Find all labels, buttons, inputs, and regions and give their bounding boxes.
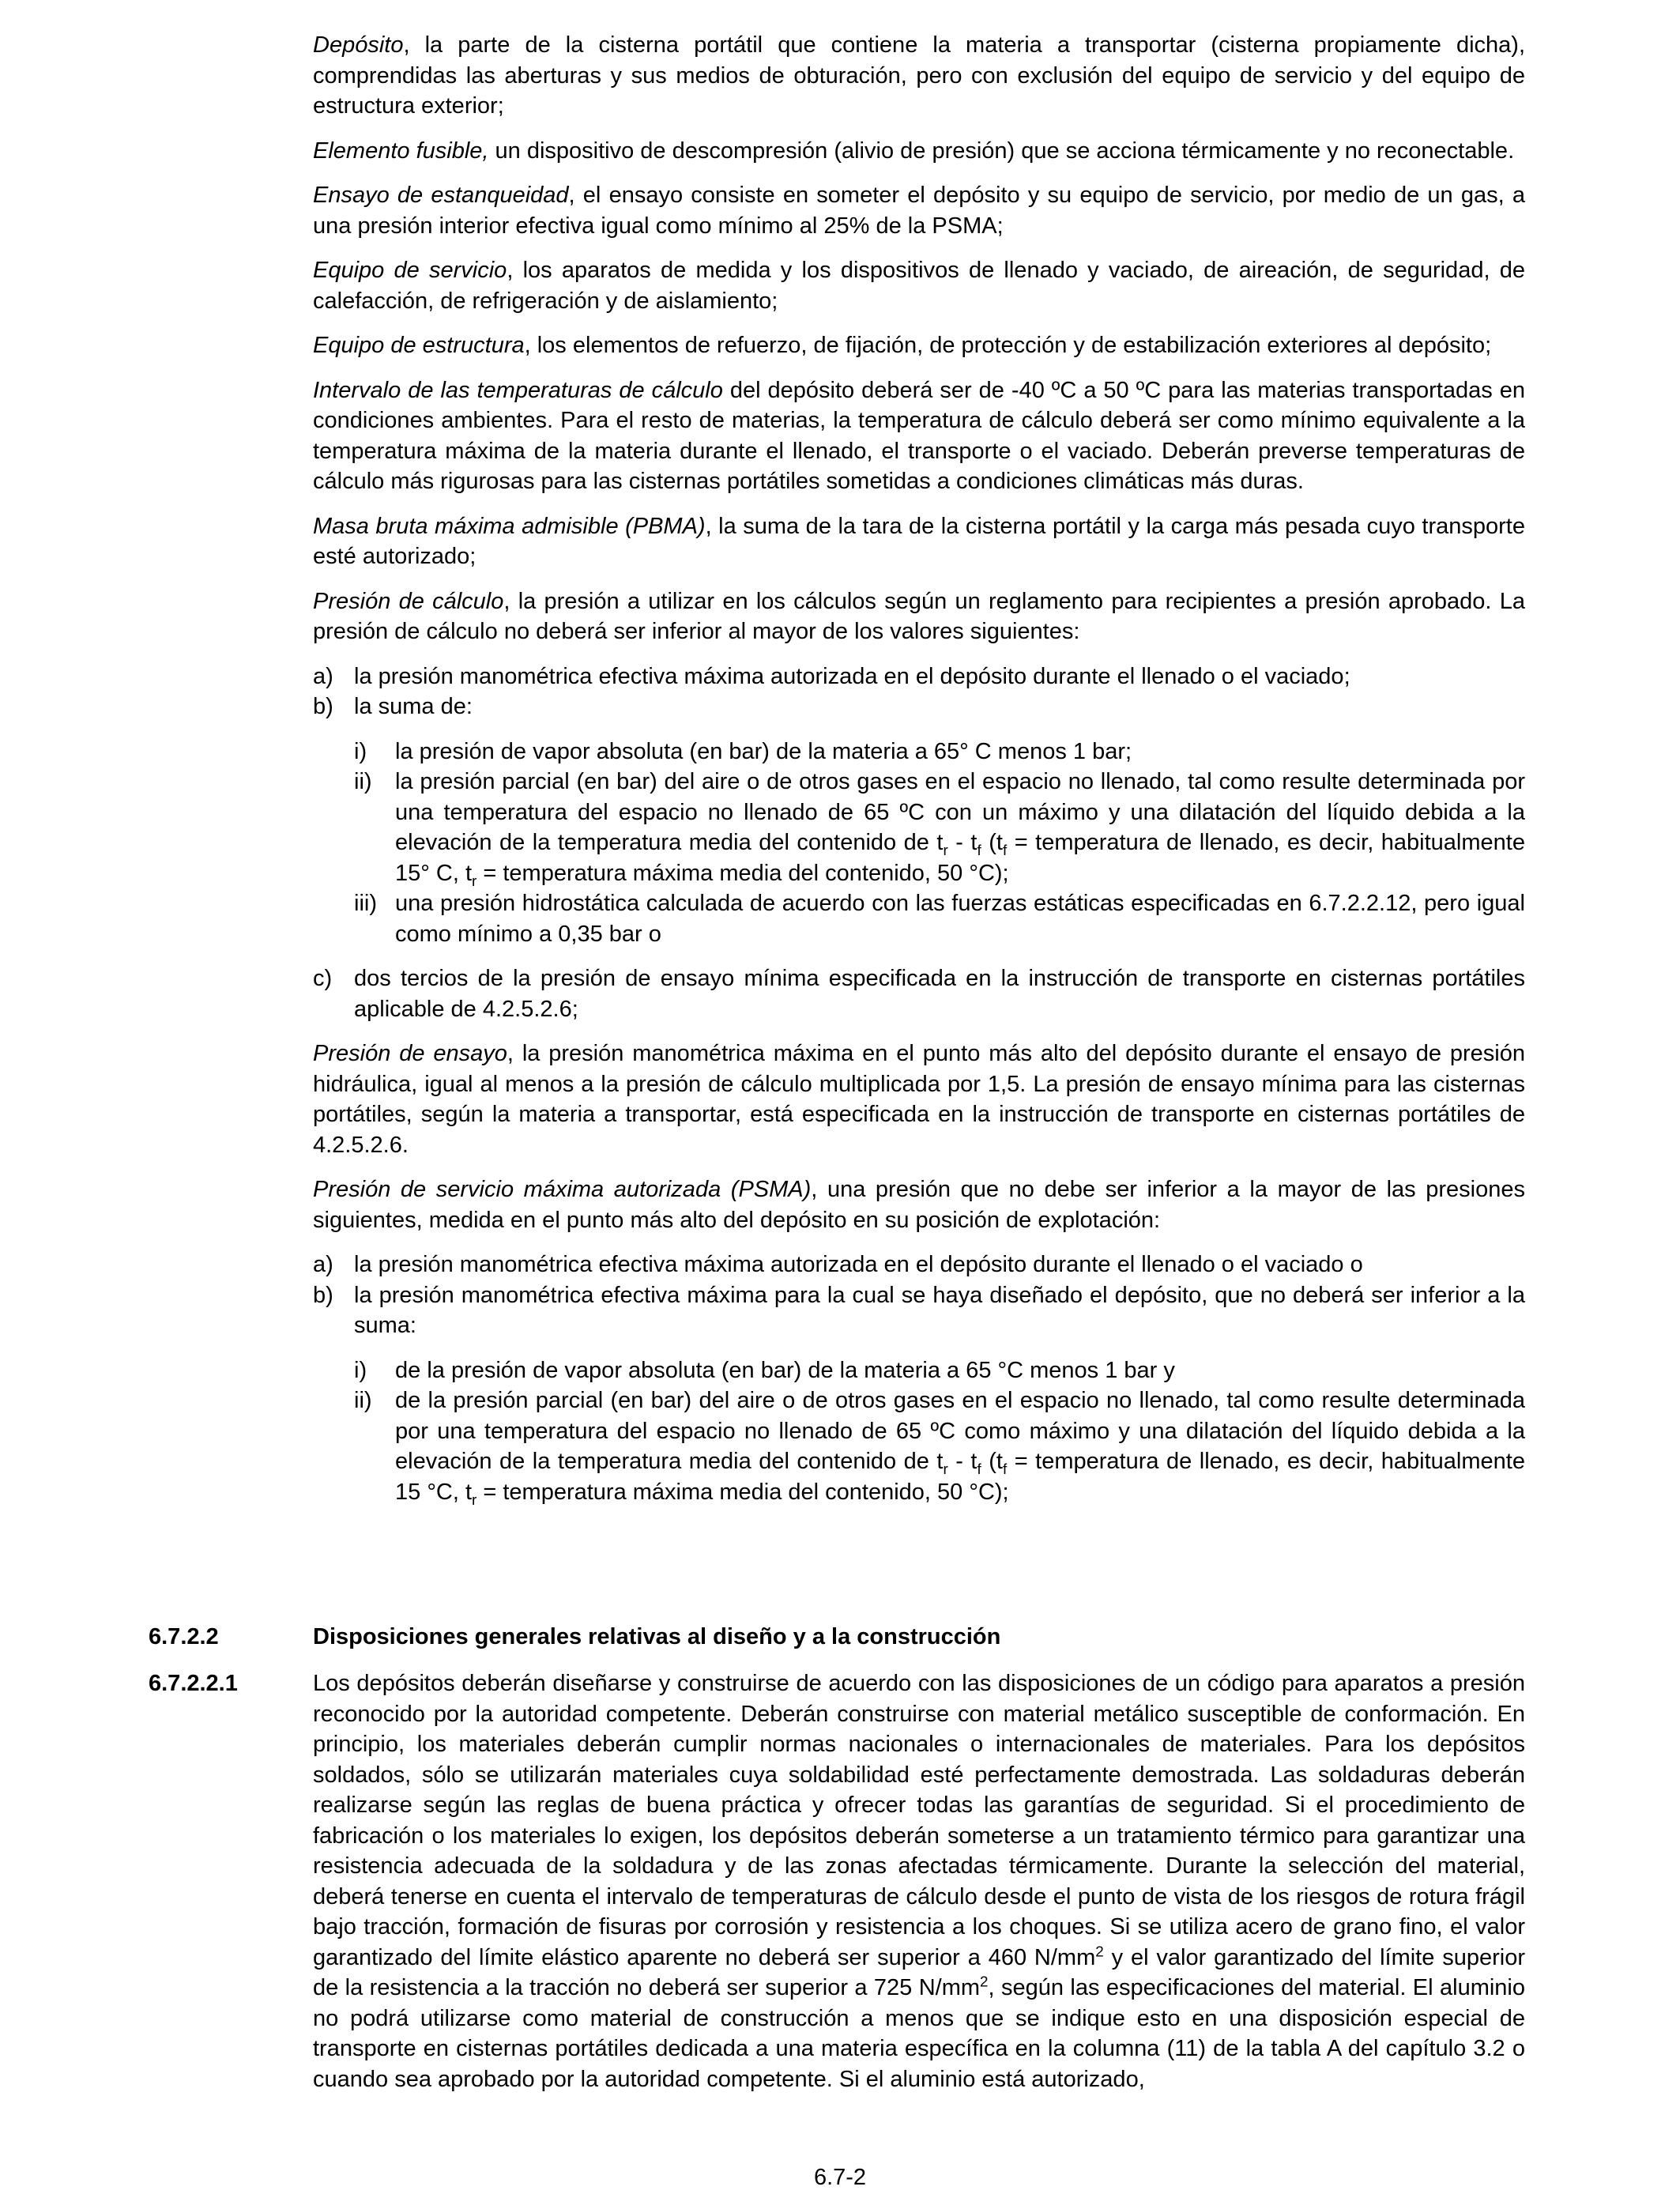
- sublist-item: [354, 737, 1525, 767]
- definition-term: Presión de ensayo: [313, 1041, 507, 1066]
- definition-text: , la suma de la tara de la cisterna portátil y la carga más pesada cuyo transporte esté autorizado;: [313, 513, 1525, 569]
- superscript: 2: [980, 1973, 989, 1990]
- sublist-item: [354, 767, 1525, 888]
- list-text: = temperatura máxima media del contenido, 50 °C);: [477, 860, 1009, 886]
- list-text: de la presión parcial (en bar) del aire o de otros gases en el espacio no llenado, tal como resulte determinada por una temperatura del espacio no llenado de 65 ºC como máximo y una dilatación del líquido debida a la elevación de la temperatura media del contenido de t: [395, 1388, 1525, 1474]
- definition-text: , la parte de la cisterna portátil que contiene la materia a transportar (cisterna propiamente dicha), comprendidas las aberturas y sus medios de obturación, pero con exclusión del equipo de servicio y del equipo de estructura exterior;: [313, 32, 1525, 119]
- subsection-6-7-2-2-1: [149, 1668, 1525, 2094]
- definition-term: Masa bruta máxima admisible (PBMA): [313, 513, 706, 539]
- list-text: de la presión de vapor absoluta (en bar) de la materia a 65 °C menos 1 bar y: [395, 1357, 1175, 1383]
- list-item: [313, 692, 1525, 722]
- list-text: = temperatura máxima media del contenido, 50 °C);: [477, 1479, 1009, 1505]
- psma-list: [313, 1250, 1525, 1507]
- list-label: ii): [354, 769, 372, 794]
- definition-psma: [313, 1174, 1525, 1235]
- definition-term: Presión de cálculo: [313, 588, 504, 614]
- definition-intervalo-temperaturas: [313, 375, 1525, 497]
- list-text: la presión de vapor absoluta (en bar) de la materia a 65° C menos 1 bar;: [395, 738, 1132, 764]
- definition-term: Depósito: [313, 32, 404, 58]
- definition-equipo-servicio: [313, 255, 1525, 316]
- sublist-item: [354, 888, 1525, 949]
- subsection-text-part: , según las especificaciones del material. El aluminio no podrá utilizarse como material de construcción a menos que se indique esto en una disposición especial de transporte en cisternas portátiles dedicada a una materia específica en la columna (11) de la tabla A del capítulo 3.2 o cuando sea aprobado por la autoridad competente. Si el aluminio está autorizado,: [313, 1975, 1526, 2092]
- calc-pressure-list: [313, 662, 1525, 1025]
- list-text: la presión manométrica efectiva máxima autorizada en el depósito durante el llenado o el vaciado;: [354, 663, 1350, 689]
- definition-text: , los aparatos de medida y los dispositivos de llenado y vaciado, de aireación, de seguridad, de calefacción, de refrigeración y de aislamiento;: [313, 258, 1525, 314]
- section-title: Disposiciones generales relativas al diseño y a la construcción: [313, 1624, 1001, 1649]
- list-text: - t: [947, 1449, 977, 1474]
- list-label: i): [354, 738, 367, 764]
- definitions-block: [313, 30, 1525, 1507]
- definition-text: del depósito deberá ser de -40 ºC a 50 ºC para las materias transportadas en condiciones ambientes. Para el resto de materias, la temperatura de cálculo deberá ser como mínimo equivalente a la temperatura máxima de la materia durante el llenado, el transporte o el vaciado. Deberán preverse temperaturas de cálculo más rigurosas para las cisternas portátiles sometidas a condiciones climáticas más duras.: [313, 377, 1525, 494]
- definition-term: Ensayo de estanqueidad: [313, 183, 569, 208]
- list-text: la presión manométrica efectiva máxima para la cual se haya diseñado el depósito, que no deberá ser inferior a la suma:: [354, 1282, 1525, 1338]
- list-label: c): [313, 966, 333, 991]
- list-item: [313, 1280, 1525, 1341]
- list-label: ii): [354, 1388, 372, 1413]
- subscript: f: [1002, 1460, 1008, 1477]
- subscript: f: [977, 1460, 981, 1477]
- definition-text: , la presión manométrica máxima en el punto más alto del depósito durante el ensayo de presión hidráulica, igual al menos a la presión de cálculo multiplicada por 1,5. La presión de ensayo mínima para las cisternas portátiles, según la materia a transportar, está especificada en la instrucción de transporte en cisternas portátiles de 4.2.5.2.6.: [313, 1041, 1525, 1158]
- list-item: [313, 1250, 1525, 1280]
- list-label: iii): [354, 891, 377, 916]
- psma-sublist: [313, 1355, 1525, 1508]
- definition-term: Equipo de servicio: [313, 258, 507, 283]
- definition-presion-calculo: [313, 586, 1525, 647]
- definition-elemento-fusible: [313, 136, 1525, 167]
- subscript: r: [472, 1491, 477, 1508]
- subscript: f: [1002, 841, 1008, 858]
- list-text: (t: [981, 1449, 1003, 1474]
- list-label: i): [354, 1357, 367, 1383]
- list-text: la presión parcial (en bar) del aire o de otros gases en el espacio no llenado, tal como resulte determinada por una temperatura del espacio no llenado de 65 ºC con un máximo y una dilatación del líquido debida a la elevación de la temperatura media del contenido de t: [395, 769, 1525, 855]
- list-text: = temperatura de llenado, es decir, habitualmente 15 °C, t: [395, 1449, 1525, 1505]
- subscript: r: [943, 1460, 948, 1477]
- list-label: a): [313, 663, 333, 689]
- definition-ensayo-estanqueidad: [313, 180, 1525, 241]
- list-text: la presión manométrica efectiva máxima autorizada en el depósito durante el llenado o el vaciado o: [354, 1252, 1363, 1277]
- list-text: - t: [947, 830, 977, 855]
- subsection-text-part: Los depósitos deberán diseñarse y construirse de acuerdo con las disposiciones de un código para aparatos a presión reconocido por la autoridad competente. Deberán construirse con material metálico susceptible de conformación. En principio, los materiales deberán cumplir normas nacionales o internacionales de materiales. Para los depósitos soldados, sólo se utilizarán materiales cuya soldabilidad esté perfectamente demostrada. Las soldaduras deberán realizarse según las reglas de buena práctica y ofrecer todas las garantías de seguridad. Si el procedimiento de fabricación o los materiales lo exigen, los depósitos deberán someterse a un tratamiento térmico para garantizar una resistencia adecuada de la soldadura y de las zonas afectadas térmicamente. Durante la selección del material, deberá tenerse en cuenta el intervalo de temperaturas de cálculo desde el punto de vista de los riesgos de rotura frágil bajo tracción, formación de fisuras por corrosión y resistencia a los choques. Si se utiliza acero de grano fino, el valor garantizado del límite elástico aparente no deberá ser superior a 460 N/mm: [313, 1671, 1525, 1970]
- definition-deposito: [313, 30, 1525, 122]
- subscript: r: [472, 872, 477, 889]
- list-text: = temperatura de llenado, es decir, habitualmente 15° C, t: [395, 830, 1525, 886]
- list-label: b): [313, 694, 333, 719]
- definition-text: , una presión que no debe ser inferior a la mayor de las presiones siguientes, medida en el punto más alto del depósito en su posición de explotación:: [313, 1177, 1525, 1233]
- sublist-item: [354, 1355, 1525, 1386]
- sublist-item: [354, 1385, 1525, 1507]
- definition-text: , los elementos de refuerzo, de fijación, de protección y de estabilización exteriores al depósito;: [524, 333, 1492, 358]
- definition-term: Elemento fusible,: [313, 138, 489, 164]
- subscript: f: [977, 841, 981, 858]
- list-text: una presión hidrostática calculada de acuerdo con las fuerzas estáticas especificadas en 6.7.2.2.12, pero igual como mínimo a 0,35 bar o: [395, 891, 1525, 947]
- definition-text: , el ensayo consiste en someter el depósito y su equipo de servicio, por medio de un gas, a una presión interior efectiva igual como mínimo al 25% de la PSMA;: [313, 183, 1526, 239]
- list-text: la suma de:: [354, 694, 473, 719]
- list-item: [313, 662, 1525, 692]
- definition-masa-bruta: [313, 511, 1525, 572]
- list-label: b): [313, 1282, 333, 1308]
- definition-text: , la presión a utilizar en los cálculos según un reglamento para recipientes a presión aprobado. La presión de cálculo no deberá ser inferior al mayor de los valores siguientes:: [313, 588, 1525, 644]
- calc-pressure-sublist: [313, 737, 1525, 950]
- page-number: 6.7-2: [813, 2165, 867, 2190]
- definition-equipo-estructura: [313, 330, 1525, 361]
- superscript: 2: [1095, 1942, 1104, 1959]
- definition-presion-ensayo: [313, 1039, 1525, 1160]
- list-label: a): [313, 1252, 333, 1277]
- subsection-number: 6.7.2.2.1: [149, 1671, 238, 1696]
- list-text: dos tercios de la presión de ensayo mínima especificada en la instrucción de transporte en cisternas portátiles aplicable de 4.2.5.2.6;: [354, 966, 1525, 1022]
- section-number: 6.7.2.2: [149, 1624, 219, 1649]
- definition-term: Presión de servicio máxima autorizada (PSMA): [313, 1177, 812, 1202]
- list-item: [313, 963, 1525, 1024]
- list-text: (t: [981, 830, 1003, 855]
- subsection-text: [313, 1668, 1525, 2094]
- definition-text: un dispositivo de descompresión (alivio de presión) que se acciona térmicamente y no reconectable.: [488, 138, 1515, 164]
- subscript: r: [943, 841, 948, 858]
- definition-term: Equipo de estructura: [313, 333, 525, 358]
- subsection-text-part: y el valor garantizado del límite superior de la resistencia a la tracción no deberá ser superior a 725 N/mm: [313, 1944, 1525, 2000]
- definition-term: Intervalo de las temperaturas de cálculo: [313, 377, 723, 403]
